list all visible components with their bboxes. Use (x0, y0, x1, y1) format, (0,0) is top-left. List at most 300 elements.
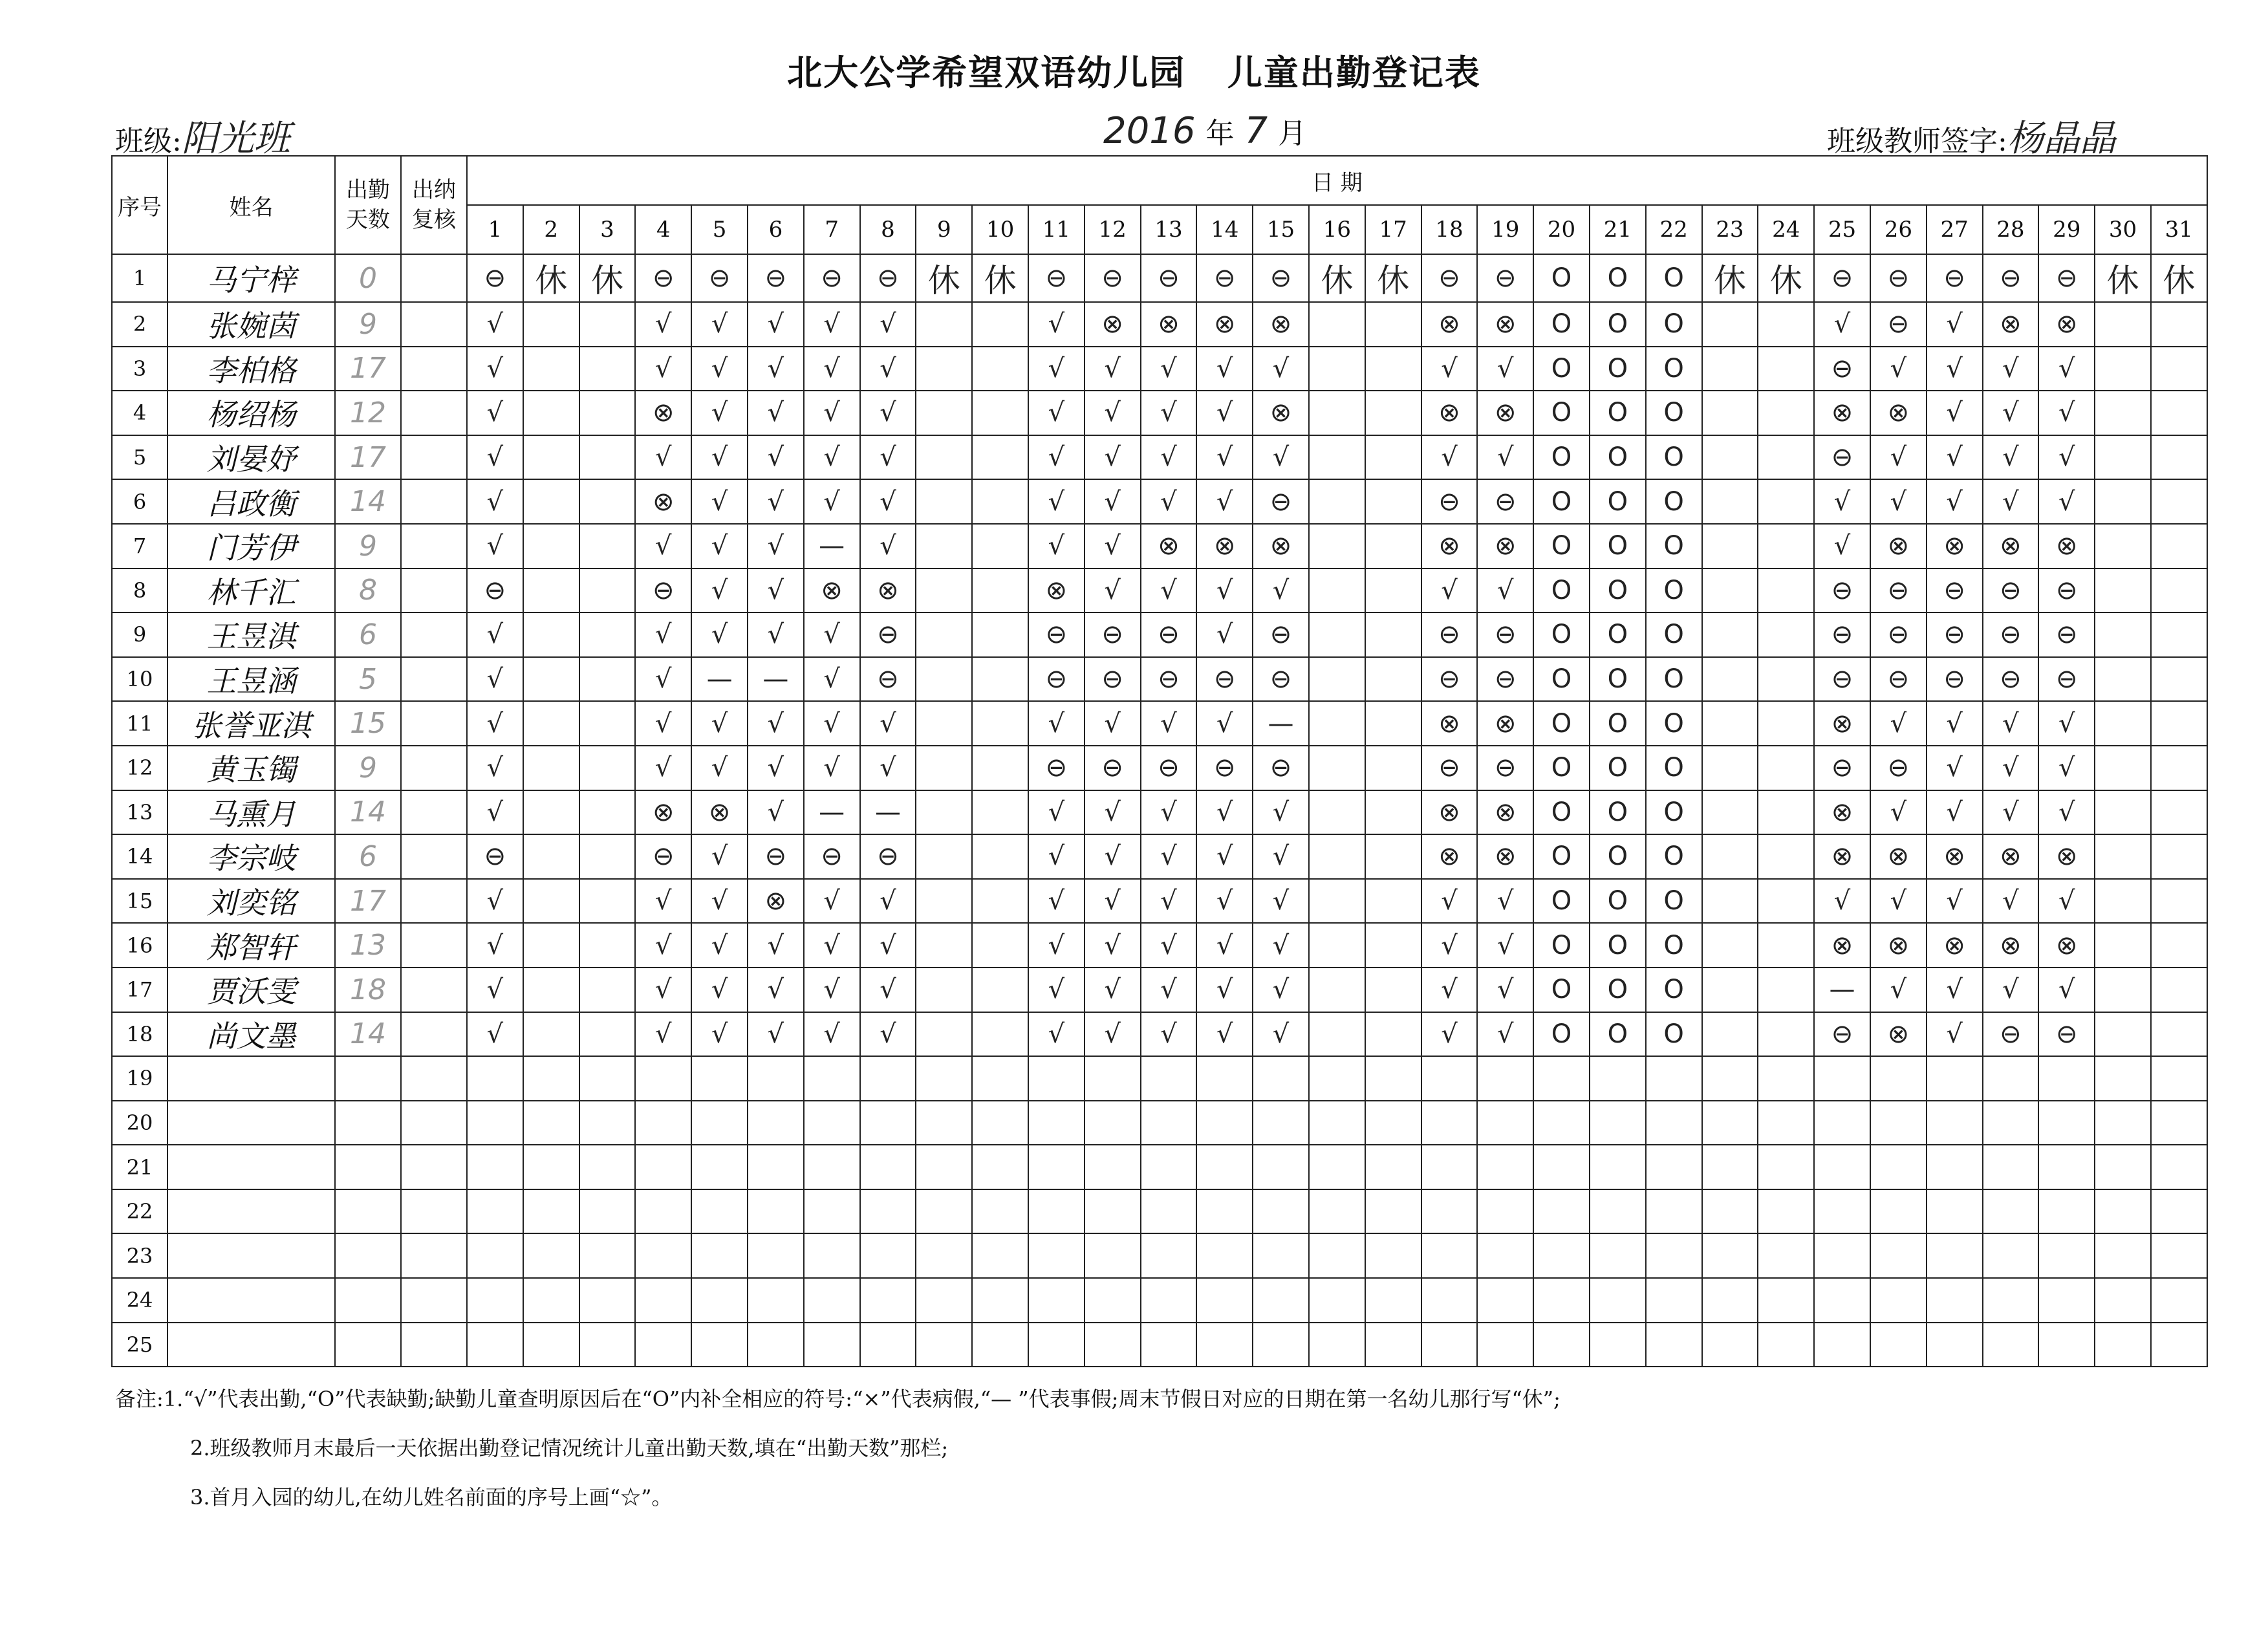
attendance-mark: ⊖ (635, 834, 691, 879)
attendance-mark: O (1590, 524, 1646, 568)
attendance-mark (523, 1278, 579, 1323)
attendance-mark (1590, 1323, 1646, 1367)
attendance-mark: √ (1983, 479, 2039, 524)
attendance-mark (1309, 1145, 1365, 1189)
attendance-mark: √ (1421, 879, 1478, 924)
attendance-mark (2095, 347, 2151, 391)
col-day-28: 28 (1983, 205, 2039, 254)
attendance-mark: √ (691, 923, 748, 968)
cashier-check (401, 347, 467, 391)
attendance-mark: ⊗ (1477, 524, 1533, 568)
attendance-mark: ⊖ (2038, 568, 2095, 613)
attendance-mark: √ (860, 968, 916, 1012)
attendance-mark (1814, 1189, 1870, 1234)
attendance-mark (691, 1145, 748, 1189)
row-seq: 10 (112, 657, 167, 702)
attendance-mark (1758, 834, 1814, 879)
attendance-mark: O (1533, 435, 1590, 480)
attendance-days: 9 (335, 302, 401, 347)
child-name (167, 1056, 335, 1101)
attendance-mark: O (1646, 657, 1702, 702)
attendance-mark (2151, 968, 2207, 1012)
attendance-mark: O (1590, 612, 1646, 657)
attendance-mark (1758, 968, 1814, 1012)
attendance-mark: O (1533, 657, 1590, 702)
child-name (167, 1233, 335, 1278)
attendance-mark: ⊗ (635, 790, 691, 835)
attendance-mark (2151, 923, 2207, 968)
attendance-mark: √ (1028, 479, 1085, 524)
table-row (112, 1056, 2207, 1101)
note-line-1: 备注:1.“√”代表出勤,“O”代表缺勤;缺勤儿童查明原因后在“O”内补全相应的符号:“×”代表病假,“— ”代表事假;周末节假日对应的日期在第一名幼儿那行写“休”; (115, 1387, 1561, 1411)
attendance-mark (1927, 1145, 1983, 1189)
attendance-mark: √ (635, 347, 691, 391)
attendance-mark (1983, 1145, 2039, 1189)
attendance-mark (1646, 1101, 1702, 1145)
attendance-mark: √ (467, 1012, 523, 1057)
attendance-mark (635, 1145, 691, 1189)
attendance-mark: ⊖ (1477, 746, 1533, 790)
attendance-mark (2038, 1101, 2095, 1145)
attendance-mark: ⊗ (1870, 391, 1927, 435)
attendance-mark (1028, 1278, 1085, 1323)
attendance-mark (635, 1233, 691, 1278)
child-name: 刘奕铭 (167, 879, 335, 924)
attendance-mark (1702, 1145, 1758, 1189)
attendance-mark (1758, 1233, 1814, 1278)
attendance-mark: √ (1141, 701, 1197, 746)
attendance-mark: ⊗ (1477, 834, 1533, 879)
attendance-mark (2038, 1145, 2095, 1189)
attendance-mark (1253, 1101, 1309, 1145)
attendance-mark (2151, 612, 2207, 657)
attendance-mark: √ (467, 302, 523, 347)
attendance-mark (523, 1233, 579, 1278)
attendance-mark (1365, 391, 1421, 435)
attendance-mark (972, 1056, 1028, 1101)
attendance-mark: ⊗ (1421, 391, 1478, 435)
attendance-mark: √ (467, 701, 523, 746)
child-name: 贾沃雯 (167, 968, 335, 1012)
attendance-mark: √ (748, 479, 804, 524)
child-name: 尚文墨 (167, 1012, 335, 1057)
attendance-mark (1702, 612, 1758, 657)
attendance-mark: √ (635, 923, 691, 968)
attendance-mark: √ (1870, 790, 1927, 835)
attendance-mark (1758, 657, 1814, 702)
attendance-mark: √ (1196, 479, 1253, 524)
attendance-mark: ⊖ (1814, 746, 1870, 790)
attendance-mark (1814, 1056, 1870, 1101)
attendance-mark (1365, 968, 1421, 1012)
attendance-mark (2095, 524, 2151, 568)
attendance-mark: ⊗ (1870, 524, 1927, 568)
col-day-13: 13 (1141, 205, 1197, 254)
attendance-mark: √ (1196, 879, 1253, 924)
attendance-mark: O (1646, 254, 1702, 302)
col-cashier-check (401, 156, 467, 254)
attendance-mark: O (1533, 879, 1590, 924)
attendance-mark: √ (1253, 568, 1309, 613)
attendance-mark (860, 1278, 916, 1323)
attendance-mark (1533, 1323, 1590, 1367)
attendance-mark (635, 1101, 691, 1145)
attendance-mark (523, 435, 579, 480)
attendance-mark (2095, 1012, 2151, 1057)
col-day-21: 21 (1590, 205, 1646, 254)
attendance-mark (2095, 568, 2151, 613)
attendance-mark: O (1533, 568, 1590, 613)
attendance-mark (2151, 1233, 2207, 1278)
attendance-mark: √ (860, 347, 916, 391)
attendance-mark (1365, 746, 1421, 790)
attendance-mark: 休 (916, 254, 972, 302)
attendance-mark (2095, 1101, 2151, 1145)
attendance-mark (748, 1189, 804, 1234)
row-seq: 17 (112, 968, 167, 1012)
cashier-check (401, 879, 467, 924)
attendance-mark (916, 391, 972, 435)
note-line-3: 3.首月入园的幼儿,在幼儿姓名前面的序号上画“☆”。 (190, 1485, 673, 1510)
row-seq: 6 (112, 479, 167, 524)
attendance-mark (2151, 834, 2207, 879)
attendance-mark: √ (1028, 1012, 1085, 1057)
attendance-mark (804, 1323, 860, 1367)
attendance-mark (1365, 435, 1421, 480)
attendance-mark (1533, 1056, 1590, 1101)
attendance-mark (1758, 391, 1814, 435)
attendance-mark (916, 746, 972, 790)
attendance-mark: √ (1141, 834, 1197, 879)
attendance-mark: ⊖ (1028, 612, 1085, 657)
attendance-mark: ⊖ (804, 254, 860, 302)
attendance-mark (1365, 1189, 1421, 1234)
col-day-1: 1 (467, 205, 523, 254)
attendance-mark (579, 968, 636, 1012)
attendance-mark: O (1533, 302, 1590, 347)
attendance-mark (1421, 1233, 1478, 1278)
row-seq: 7 (112, 524, 167, 568)
table-row (112, 1012, 2207, 1057)
col-day-2: 2 (523, 205, 579, 254)
attendance-mark (972, 923, 1028, 968)
attendance-mark (2038, 1189, 2095, 1234)
attendance-mark (579, 1056, 636, 1101)
attendance-mark (1533, 1101, 1590, 1145)
attendance-mark (1309, 568, 1365, 613)
attendance-mark: O (1533, 790, 1590, 835)
attendance-mark (579, 701, 636, 746)
attendance-mark (2095, 968, 2151, 1012)
attendance-mark (1309, 1189, 1365, 1234)
attendance-mark: √ (691, 968, 748, 1012)
attendance-mark: O (1590, 479, 1646, 524)
attendance-mark (2095, 435, 2151, 480)
attendance-mark: √ (1028, 347, 1085, 391)
attendance-mark (579, 302, 636, 347)
attendance-mark: √ (1085, 790, 1141, 835)
col-day-17: 17 (1365, 205, 1421, 254)
attendance-mark (1758, 1323, 1814, 1367)
attendance-mark: ⊖ (1870, 657, 1927, 702)
attendance-days: 17 (335, 879, 401, 924)
col-attendance-days-l1: 出勤 (346, 177, 390, 203)
attendance-mark: √ (2038, 391, 2095, 435)
attendance-mark (916, 834, 972, 879)
attendance-mark (1533, 1233, 1590, 1278)
attendance-mark (748, 1233, 804, 1278)
attendance-table (111, 155, 2208, 1367)
attendance-mark (2095, 1145, 2151, 1189)
notes (115, 1374, 1561, 1522)
child-name: 马宁梓 (167, 254, 335, 302)
attendance-mark (916, 1323, 972, 1367)
attendance-mark: ⊖ (1028, 254, 1085, 302)
attendance-mark: O (1590, 834, 1646, 879)
attendance-mark (467, 1145, 523, 1189)
col-day-10: 10 (972, 205, 1028, 254)
attendance-mark (748, 1056, 804, 1101)
attendance-mark (1309, 1101, 1365, 1145)
attendance-mark: √ (1141, 391, 1197, 435)
class-label: 班级: (115, 125, 182, 158)
attendance-mark (1365, 1101, 1421, 1145)
cashier-check (401, 302, 467, 347)
attendance-mark (2095, 657, 2151, 702)
attendance-days: 5 (335, 657, 401, 702)
attendance-mark: O (1646, 612, 1702, 657)
col-day-6: 6 (748, 205, 804, 254)
attendance-mark (1365, 302, 1421, 347)
attendance-mark: √ (1028, 968, 1085, 1012)
attendance-days: 6 (335, 834, 401, 879)
attendance-mark (1702, 968, 1758, 1012)
attendance-mark (972, 968, 1028, 1012)
attendance-mark (1421, 1323, 1478, 1367)
attendance-mark (1702, 879, 1758, 924)
attendance-mark (1590, 1056, 1646, 1101)
attendance-mark: ⊖ (1253, 657, 1309, 702)
attendance-mark (1421, 1145, 1478, 1189)
attendance-mark: ⊖ (1927, 568, 1983, 613)
attendance-mark: √ (1477, 1012, 1533, 1057)
attendance-mark: √ (804, 879, 860, 924)
attendance-mark (2151, 479, 2207, 524)
attendance-mark (1477, 1278, 1533, 1323)
attendance-mark (467, 1323, 523, 1367)
attendance-mark: ⊗ (1196, 524, 1253, 568)
attendance-mark (916, 347, 972, 391)
attendance-mark (2151, 746, 2207, 790)
attendance-mark: √ (1870, 435, 1927, 480)
attendance-mark: ⊖ (1421, 657, 1478, 702)
class-value: 阳光班 (181, 118, 290, 160)
attendance-mark: √ (1927, 968, 1983, 1012)
attendance-mark (1702, 657, 1758, 702)
attendance-mark: √ (691, 1012, 748, 1057)
attendance-mark (1646, 1323, 1702, 1367)
attendance-mark (1702, 302, 1758, 347)
attendance-mark: ⊗ (635, 391, 691, 435)
attendance-mark (1758, 1189, 1814, 1234)
attendance-mark (691, 1101, 748, 1145)
attendance-mark: ⊖ (1870, 746, 1927, 790)
attendance-mark (1758, 1056, 1814, 1101)
cashier-check (401, 1101, 467, 1145)
attendance-mark: √ (1196, 347, 1253, 391)
col-name: 姓名 (167, 156, 335, 254)
attendance-mark (1758, 790, 1814, 835)
attendance-mark (972, 1278, 1028, 1323)
attendance-mark: √ (1085, 524, 1141, 568)
attendance-mark (1309, 657, 1365, 702)
attendance-mark (1141, 1233, 1197, 1278)
attendance-mark (860, 1233, 916, 1278)
attendance-mark: √ (1927, 391, 1983, 435)
attendance-mark: √ (691, 435, 748, 480)
attendance-mark: ⊗ (860, 568, 916, 613)
attendance-mark: √ (1983, 790, 2039, 835)
attendance-mark: √ (1814, 302, 1870, 347)
attendance-mark (1758, 435, 1814, 480)
attendance-mark (1870, 1056, 1927, 1101)
attendance-mark (635, 1189, 691, 1234)
attendance-mark (972, 568, 1028, 613)
attendance-mark (860, 1323, 916, 1367)
month-unit: 月 (1278, 117, 1307, 150)
attendance-mark: √ (467, 879, 523, 924)
attendance-mark: ⊖ (1983, 657, 2039, 702)
attendance-mark (691, 1233, 748, 1278)
attendance-mark: 休 (972, 254, 1028, 302)
attendance-mark: √ (691, 701, 748, 746)
attendance-mark (1309, 347, 1365, 391)
cashier-check (401, 524, 467, 568)
row-seq: 25 (112, 1323, 167, 1367)
attendance-mark (579, 435, 636, 480)
cashier-check (401, 612, 467, 657)
attendance-mark (523, 746, 579, 790)
attendance-mark (579, 879, 636, 924)
attendance-mark: O (1590, 347, 1646, 391)
attendance-mark: ⊖ (748, 834, 804, 879)
attendance-days (335, 1101, 401, 1145)
attendance-mark (1365, 923, 1421, 968)
attendance-mark: O (1646, 1012, 1702, 1057)
attendance-mark: √ (1477, 347, 1533, 391)
attendance-mark: √ (1421, 968, 1478, 1012)
attendance-mark: √ (1028, 923, 1085, 968)
col-cashier-check-l1: 出纳 (412, 177, 456, 203)
attendance-mark (1141, 1189, 1197, 1234)
attendance-mark: O (1646, 746, 1702, 790)
attendance-mark: ⊖ (1141, 657, 1197, 702)
col-day-14: 14 (1196, 205, 1253, 254)
attendance-mark (972, 1145, 1028, 1189)
attendance-mark: √ (1253, 968, 1309, 1012)
attendance-mark: O (1646, 968, 1702, 1012)
attendance-mark (1758, 1012, 1814, 1057)
attendance-mark: ⊖ (1028, 746, 1085, 790)
attendance-mark: √ (467, 923, 523, 968)
attendance-mark (916, 1012, 972, 1057)
attendance-mark (467, 1233, 523, 1278)
cashier-check (401, 254, 467, 302)
attendance-mark (691, 1189, 748, 1234)
col-day-15: 15 (1253, 205, 1309, 254)
attendance-mark: √ (1085, 923, 1141, 968)
table-row (112, 568, 2207, 613)
attendance-mark: √ (1028, 524, 1085, 568)
attendance-mark (1085, 1145, 1141, 1189)
table-row (112, 254, 2207, 302)
attendance-mark: √ (467, 391, 523, 435)
attendance-mark: √ (1253, 834, 1309, 879)
attendance-mark (2095, 391, 2151, 435)
month-value: 7 (1244, 110, 1268, 152)
col-day-4: 4 (635, 205, 691, 254)
attendance-mark (1870, 1278, 1927, 1323)
attendance-mark (1533, 1189, 1590, 1234)
attendance-mark (523, 1101, 579, 1145)
attendance-mark (579, 391, 636, 435)
cashier-check (401, 1145, 467, 1189)
attendance-mark (1758, 1278, 1814, 1323)
attendance-mark: √ (860, 879, 916, 924)
attendance-mark: √ (691, 479, 748, 524)
attendance-mark (1196, 1101, 1253, 1145)
attendance-mark: √ (1870, 701, 1927, 746)
attendance-mark: √ (1085, 347, 1141, 391)
attendance-mark (1365, 1323, 1421, 1367)
attendance-mark (1870, 1145, 1927, 1189)
attendance-mark (1309, 923, 1365, 968)
child-name: 郑智轩 (167, 923, 335, 968)
attendance-mark: ⊖ (1085, 746, 1141, 790)
attendance-mark (1983, 1233, 2039, 1278)
attendance-mark (1141, 1278, 1197, 1323)
attendance-mark (1590, 1101, 1646, 1145)
attendance-mark: √ (635, 968, 691, 1012)
col-day-20: 20 (1533, 205, 1590, 254)
attendance-mark: √ (1028, 302, 1085, 347)
attendance-mark: √ (2038, 790, 2095, 835)
attendance-mark: ⊗ (2038, 834, 2095, 879)
table-row (112, 391, 2207, 435)
attendance-mark (579, 657, 636, 702)
attendance-mark (748, 1101, 804, 1145)
table-row (112, 302, 2207, 347)
attendance-mark: √ (467, 435, 523, 480)
attendance-mark: ⊗ (804, 568, 860, 613)
attendance-mark: ⊗ (2038, 923, 2095, 968)
attendance-mark: √ (748, 746, 804, 790)
child-name: 王昱涵 (167, 657, 335, 702)
form-title (0, 45, 2268, 95)
attendance-mark (1253, 1189, 1309, 1234)
attendance-mark: √ (860, 435, 916, 480)
attendance-mark (1309, 302, 1365, 347)
attendance-mark: √ (1141, 879, 1197, 924)
row-seq: 3 (112, 347, 167, 391)
attendance-mark: ⊗ (1421, 302, 1478, 347)
attendance-mark: √ (1253, 347, 1309, 391)
attendance-mark (1085, 1056, 1141, 1101)
attendance-mark (1309, 1323, 1365, 1367)
col-day-31: 31 (2151, 205, 2207, 254)
attendance-mark: √ (1421, 1012, 1478, 1057)
attendance-mark: √ (804, 1012, 860, 1057)
